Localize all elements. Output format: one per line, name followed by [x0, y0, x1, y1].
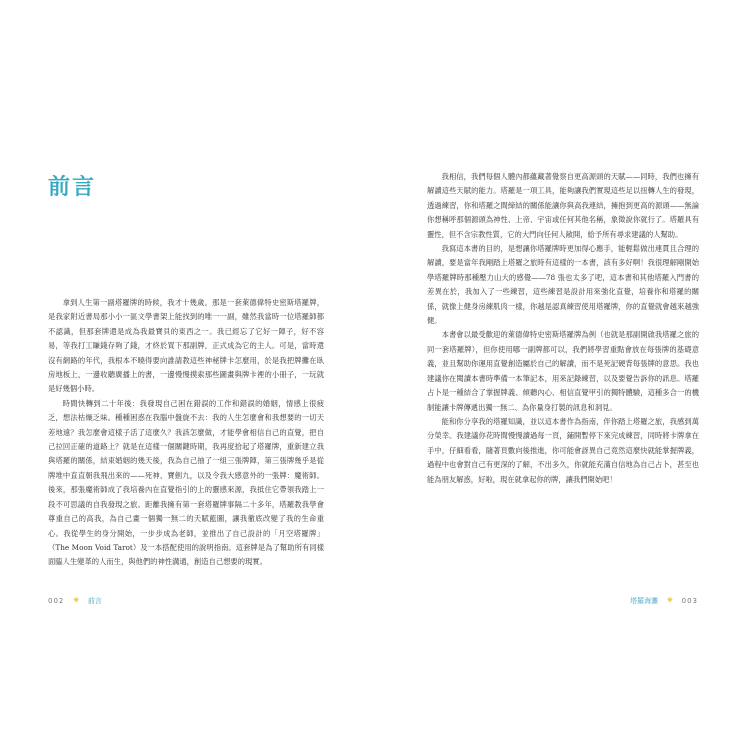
paragraph: 本書會以最受歡迎的萊德偉特史密斯塔羅牌為例（也就是那副開啟我塔羅之旅的同一套塔羅牌），但你使用哪一副牌都可以，我們將學習重點會放在每張牌的基礎意義，並且幫助你運用直覺創造屬於自己的解讀，而不是死記硬背每張牌的意思。我也建議你在閱讀本書時準備一本筆記本，用來記錄練習，以及要覺告訴你的訊息。塔羅占卜是一種結合了掌握牌義、傾聽內心、相信直覺甲引的獨特體驗，這種多合一的機制能讓卡牌傳遞出獨一無二、為你量身打製的訊息和洞見。: [427, 330, 699, 412]
star-icon: ✷: [666, 596, 674, 606]
paragraph: 拿到人生第一副塔羅牌的時候，我才十幾歲。那是一套萊德偉特史密斯塔羅牌，是我家附近書局那小小一區文學書架上能找到的唯一一副，雖然我當時一位塔羅師都不認識，但那套牌還是成為我最寶貝的東西之一。我已經忘了它好一陣子，好不容易，等我打工賺錢存夠了錢，才終於買下那副牌，正式成為它的主人。可是，當時還沒有網路的年代，我根本不曉得要向誰請教這些神秘牌卡怎麼用，於是我把牌攤在臥房地板上，一邊收聽廣播上的書，一邊慢慢摸索那些圖畫與牌卡裡的小冊子，一玩就是好幾個小時。: [48, 298, 324, 394]
running-header: 塔羅海灘: [630, 597, 659, 605]
body-text-right: [427, 170, 699, 487]
page-number: 003: [681, 597, 698, 605]
page-number: 002: [48, 597, 65, 605]
page-footer-right: [630, 596, 698, 606]
paragraph: 能和你分享我的塔羅知識，並以這本書作為指南，伴你踏上塔羅之旅，我感到萬分榮幸。我建議你花時間慢慢讀過每一頁，鋪開暫停下來完成練習，同時將卡牌拿在手中，仔細看看，隨著頁數向後推進，你可能會訝異自己竟然這麼快就能掌握牌義，過程中也會對自己有更深的了解，不出多久，你就能充滿自信地為自己占卜，甚至也能為朋友解惑，好啦，現在就拿起你的牌，讓我們開始吧！: [427, 416, 699, 484]
page-title: 前言: [48, 175, 97, 200]
paragraph: 我相信，我們每個人體內都蘊藏著覺察自更高源頭的天賦——同時，我們也擁有解讀這些天賦的能力。塔羅是一項工具，能夠讓我們實現這些足以扭轉人生的發現，透過練習，你和塔羅之間締結的關係能讓你與高我連結，擁抱到更高的源頭——無論你想稱呼那個源頭為神性、上帝、宇宙或任何其他名稱，象徵說你就行了。塔羅具有靈性，但不含宗教性質，它的大門向任何人敞開，給予所有尋求建議的人幫助。: [427, 172, 699, 239]
page-footer-left: [48, 596, 102, 606]
paragraph: 我寫這本書的目的，是想讓你塔羅牌時更加得心應手，能輕鬆做出連貫且合理的解讀，要是當年我剛踏上塔羅之旅時有這樣的一本書，該有多好啊！我很理解剛開始學塔羅牌時那種壓力山大的感覺——78 張也太多了吧，這本書和其他塔羅入門書的差異在於，我加入了一些練習，這些練習是設計用來強化直覺，培養你和塔羅的關係，就像上健身房練肌肉一樣，你越是認真練習使用塔羅牌，你的直覺就會越來越強健。: [427, 244, 699, 326]
right-page: [375, 0, 750, 750]
paragraph: 時間快轉到二十年後：我發現自己困在錯誤的工作和錯誤的婚姻，情感上很疲乏，想法枯燥乏味。種種困惑在我腦中盤旋不去：我的人生怎麼會和我想要的一切天差地遠？我怎麼會這樣子活了這麼久？我該怎麼做，才能學會相信自己的直覺，把自己拉回正確的道路上？就是在這樣一個關鍵時期，我再度拾起了塔羅牌，重新建立我與塔羅的關係，結束婚姻的幾天後，我為自己抽了一組三張牌陣，第三張牌幾乎是從牌堆中直直朝我飛出來的——死神、寶劍九，以及令我大感意外的一張牌：魔術師。後來，那張魔術師成了我培養內在直覺指引的上的靈感來源，我抵住它帶領我踏上一段不可思議的自我發現之旅。距離我擁有第一套塔羅牌事隔二十多年，塔羅教我學會尊重自己的高我，為自己畫一個獨一無二的天賦藍圖，讓我徹底改變了我的生命重心。我從學生的身分開始，一步步成為老師，並推出了自己設計的「月空塔羅牌」（The Moon Void Tarot）及一本搭配使用的說明指南。這套牌是為了幫助所有同樣面臨人生變革的人而生，與他們的神性溝通，創造自己想要的現實。: [48, 398, 324, 567]
running-header: 前言: [87, 597, 102, 605]
star-icon: ✷: [72, 596, 80, 606]
body-text-left: [48, 296, 324, 570]
